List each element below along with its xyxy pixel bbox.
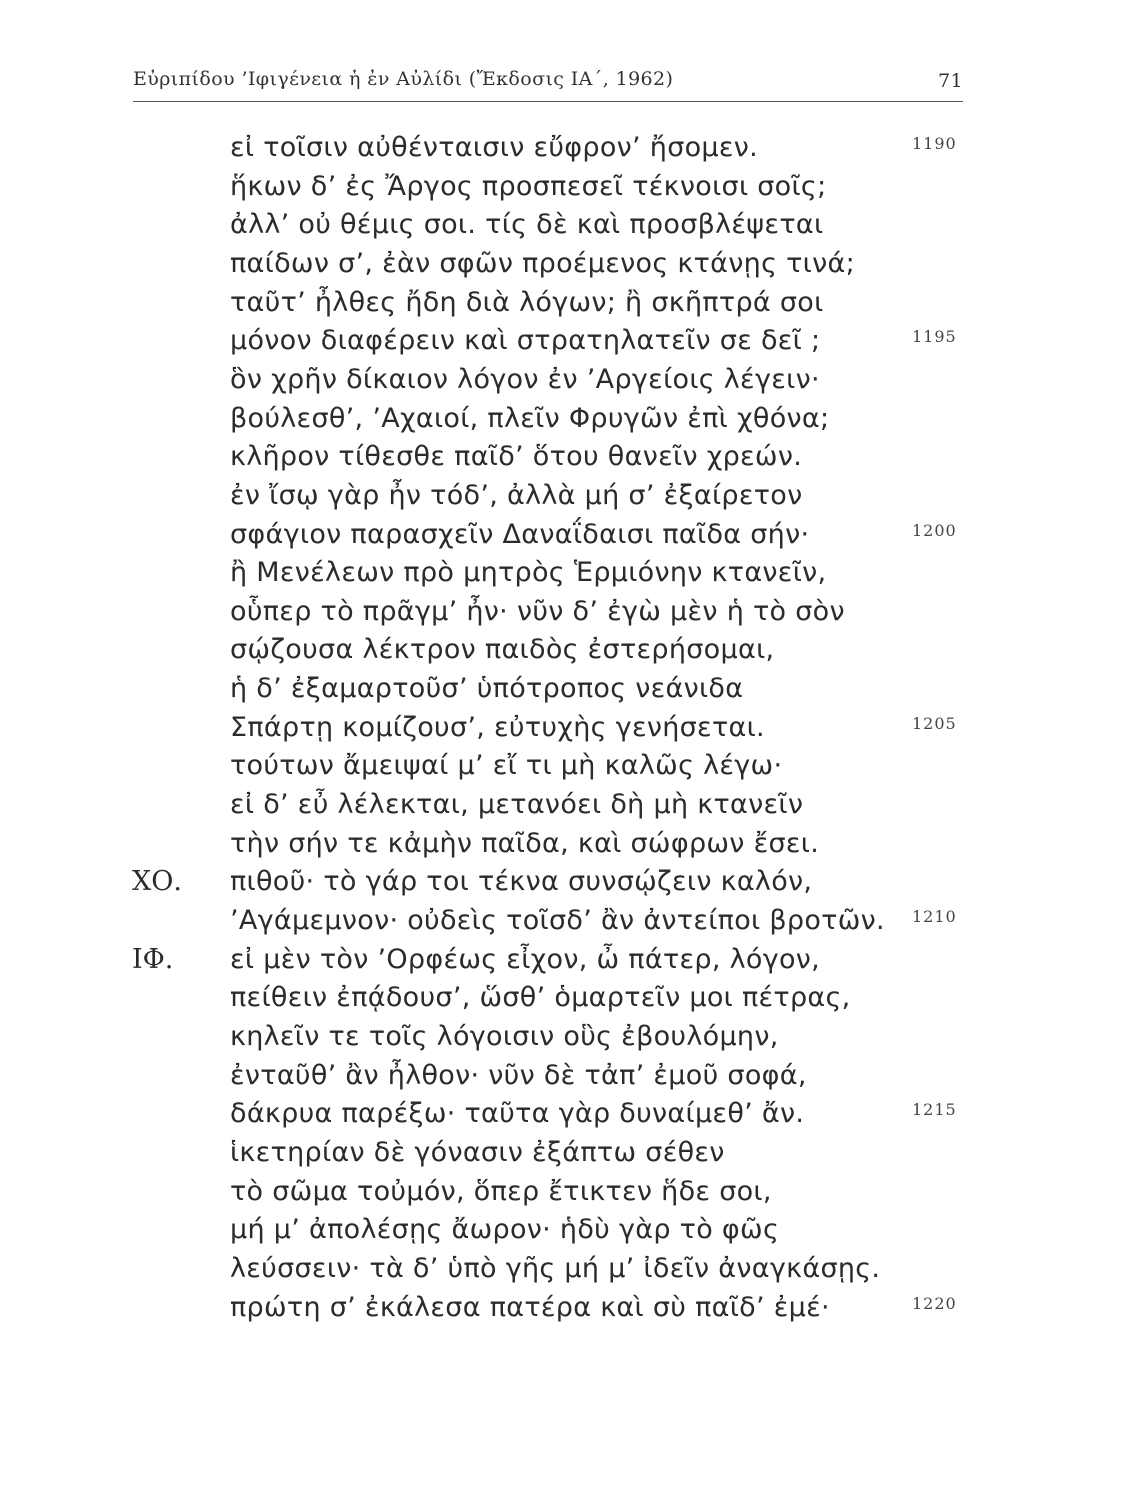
verse-line: πείθειν ἐπᾴδουσ’, ὥσθ’ ὁμαρτεῖν μοι πέτρας, bbox=[230, 982, 851, 1013]
verse-line: εἰ τοῖσιν αὐθένταισιν εὔφρον’ ἤσομεν. bbox=[230, 132, 759, 163]
verse-line: ’Αγάμεμνον· οὐδεὶς τοῖσδ’ ἂν ἀντείποι βροτῶν. bbox=[230, 905, 885, 936]
running-head bbox=[133, 68, 963, 102]
header-rule bbox=[133, 101, 963, 102]
verse-line: ἐν ἴσῳ γὰρ ἦν τόδ’, ἀλλὰ μή σ’ ἐξαίρετον bbox=[230, 480, 803, 511]
verse-line: ἥκων δ’ ἐς Ἄργος προσπεσεῖ τέκνοισι σοῖς; bbox=[230, 171, 827, 202]
verse-line: τὸ σῶμα τοὐμόν, ὅπερ ἔτικτεν ἥδε σοι, bbox=[230, 1176, 772, 1207]
line-number: 1210 bbox=[912, 907, 957, 926]
verse-line: κηλεῖν τε τοῖς λόγοισιν οὓς ἐβουλόμην, bbox=[230, 1021, 779, 1052]
line-number: 1220 bbox=[912, 1294, 957, 1313]
line-number: 1195 bbox=[912, 327, 957, 346]
verse-line: λεύσσειν· τὰ δ’ ὑπὸ γῆς μή μ’ ἰδεῖν ἀναγκάσῃς. bbox=[230, 1253, 881, 1284]
verse-line: οὗπερ τὸ πρᾶγμ’ ἦν· νῦν δ’ ἐγὼ μὲν ἡ τὸ σὸν bbox=[230, 596, 845, 627]
verse-line: δάκρυα παρέξω· ταῦτα γὰρ δυναίμεθ’ ἄν. bbox=[230, 1098, 805, 1129]
verse-line: παίδων σ’, ἐὰν σφῶν προέμενος κτάνῃς τινά; bbox=[230, 248, 855, 279]
verse-line: Σπάρτῃ κομίζουσ’, εὐτυχὴς γενήσεται. bbox=[230, 712, 765, 743]
line-number: 1215 bbox=[912, 1100, 957, 1119]
verse-line: ἱκετηρίαν δὲ γόνασιν ἐξάπτω σέθεν bbox=[230, 1137, 725, 1168]
verse-line: πιθοῦ· τὸ γάρ τοι τέκνα συνσῴζειν καλόν, bbox=[230, 866, 813, 897]
verse-line: εἰ δ’ εὖ λέλεκται, μετανόει δὴ μὴ κτανεῖν bbox=[230, 789, 804, 820]
verse-line: τὴν σήν τε κἀμὴν παῖδα, καὶ σώφρων ἔσει. bbox=[230, 828, 820, 859]
verse-line: ὃν χρῆν δίκαιον λόγον ἐν ’Αργείοις λέγειν· bbox=[230, 364, 820, 395]
verse-line: ἀλλ’ οὐ θέμις σοι. τίς δὲ καὶ προσβλέψεται bbox=[230, 209, 824, 240]
speaker-label: ΧΟ. bbox=[132, 866, 182, 897]
speaker-label: ΙΦ. bbox=[132, 944, 174, 975]
verse-line: ἢ Μενέλεων πρὸ μητρὸς Ἑρμιόνην κτανεῖν, bbox=[230, 557, 827, 588]
verse-line: μόνον διαφέρειν καὶ στρατηλατεῖν σε δεῖ ; bbox=[230, 325, 821, 356]
verse-line: ἡ δ’ ἐξαμαρτοῦσ’ ὑπότροπος νεάνιδα bbox=[230, 673, 744, 704]
line-number: 1200 bbox=[912, 521, 957, 540]
verse-line: σφάγιον παρασχεῖν Δαναΐδαισι παῖδα σήν· bbox=[230, 519, 810, 550]
verse-line: ταῦτ’ ἦλθες ἤδη διὰ λόγων; ἢ σκῆπτρά σοι bbox=[230, 287, 824, 318]
line-number: 1205 bbox=[912, 714, 957, 733]
verse-line: μή μ’ ἀπολέσῃς ἄωρον· ἡδὺ γὰρ τὸ φῶς bbox=[230, 1214, 780, 1245]
verse-line: ἐνταῦθ’ ἂν ἦλθον· νῦν δὲ τἀπ’ ἐμοῦ σοφά, bbox=[230, 1060, 807, 1091]
verse-line: βούλεσθ’, ’Αχαιοί, πλεῖν Φρυγῶν ἐπὶ χθόνα; bbox=[230, 403, 830, 434]
verse-line: κλῆρον τίθεσθε παῖδ’ ὅτου θανεῖν χρεών. bbox=[230, 441, 803, 472]
running-head-title: Εὐριπίδου ’Ιφιγένεια ἡ ἐν Αὐλίδι (Ἔκδοσις ΙΑ΄, 1962) bbox=[133, 68, 674, 90]
verse-line: τούτων ἄμειψαί μ’ εἴ τι μὴ καλῶς λέγω· bbox=[230, 750, 783, 781]
verse-line: εἰ μὲν τὸν ’Ορφέως εἶχον, ὦ πάτερ, λόγον, bbox=[230, 944, 821, 975]
line-number: 1190 bbox=[912, 134, 957, 153]
page-number: 71 bbox=[938, 70, 963, 92]
verse-line: πρώτη σ’ ἐκάλεσα πατέρα καὶ σὺ παῖδ’ ἐμέ· bbox=[230, 1292, 830, 1323]
verse-line: σῴζουσα λέκτρον παιδὸς ἐστερήσομαι, bbox=[230, 634, 775, 665]
